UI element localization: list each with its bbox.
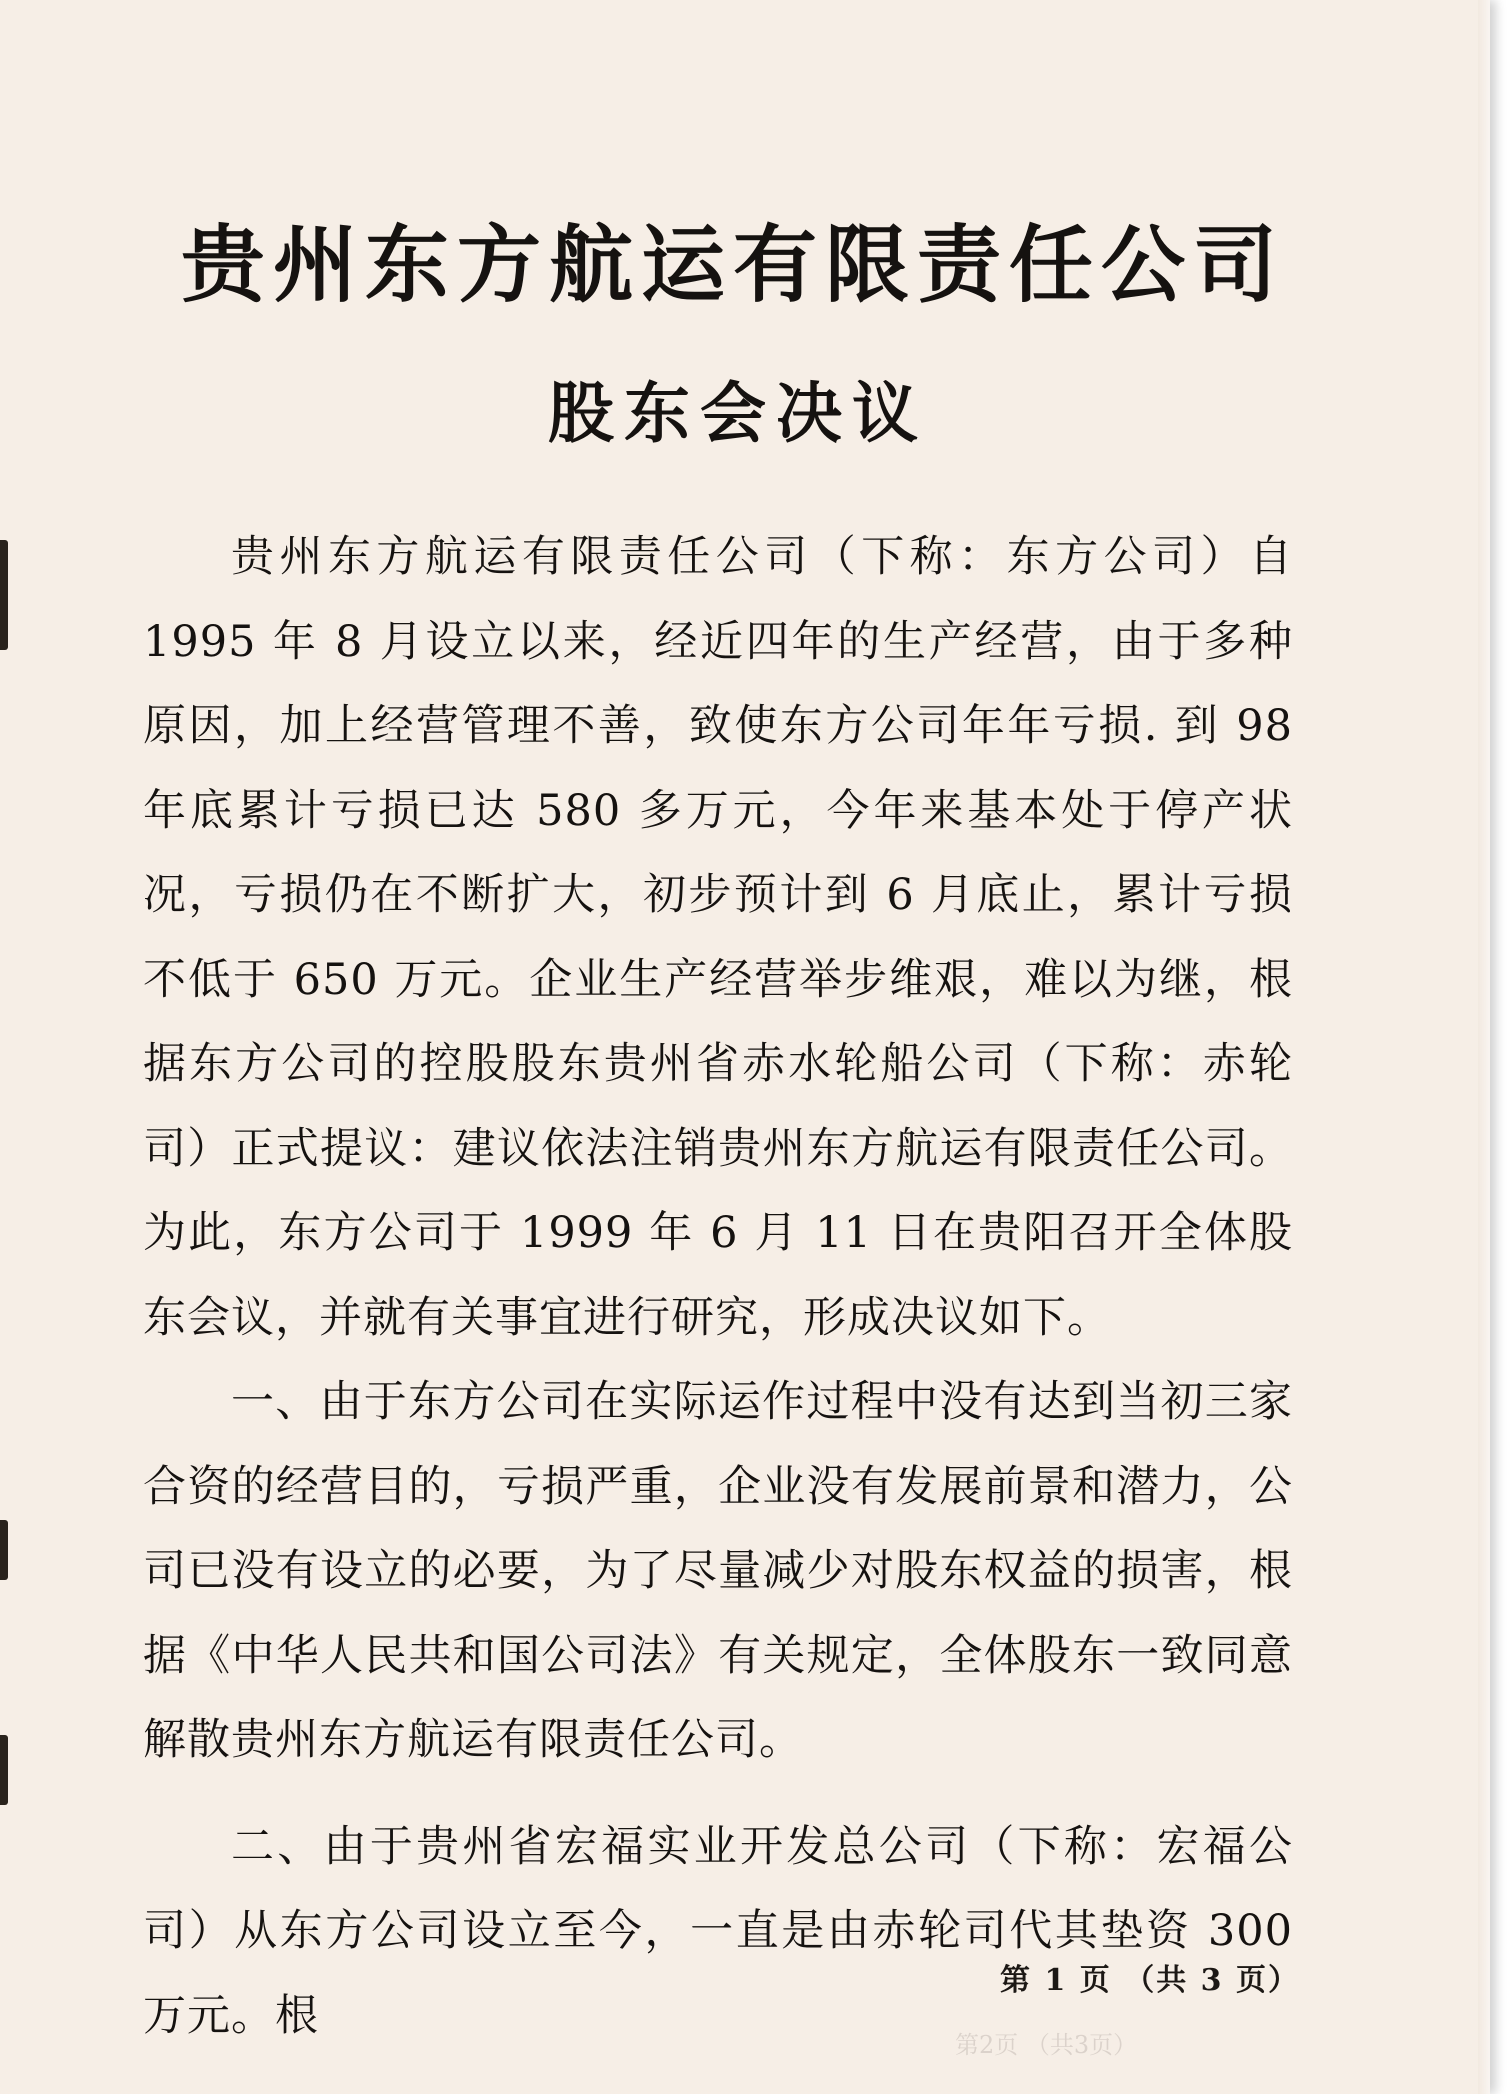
- bleed-through-page-number: 第2页 （共3页）: [955, 2031, 1138, 2059]
- document-title: 贵州东方航运有限责任公司: [180, 215, 1285, 314]
- paragraph-resolution-1: 一、由于东方公司在实际运作过程中没有达到当初三家合资的经营目的，亏损严重，企业没有发展前景和潜力，公司已没有设立的必要，为了尽量减少对股东权益的损害，根据《中华人民共和国公司法》有关规定，全体股东一致同意解散贵州东方航运有限责任公司。: [143, 1377, 1293, 1765]
- binding-mark: [0, 1520, 8, 1580]
- page-number: 第 1 页 （共 3 页）: [1000, 1963, 1300, 1998]
- binding-mark: [0, 540, 8, 650]
- paragraph-resolution-2: 二、由于贵州省宏福实业开发总公司（下称：宏福公司）从东方公司设立至今，一直是由赤轮司代其垫资 300 万元。根: [143, 1821, 1293, 2041]
- paragraph-intro: 贵州东方航运有限责任公司（下称：东方公司）自 1995 年 8 月设立以来，经近四年的生产经营，由于多种原因，加上经营管理不善，致使东方公司年年亏损. 到 98 年底累计亏损已达 580 多万元，今年来基本处于停产状况，亏损仍在不断扩大，初步预计到 6 月底止，累计亏损不低于 650 万元。企业生产经营举步维艰，难以为继，根据东方公司的控股股东贵州省赤水轮船公司（下称：赤轮司）正式提议：建议依法注销贵州东方航运有限责任公司。为此，东方公司于 1999 年 6 月 11 日在贵阳召开全体股东会议，并就有关事宜进行研究，形成决议如下。: [143, 532, 1293, 1343]
- binding-mark: [0, 1735, 8, 1805]
- page-edge: [1478, 0, 1490, 2094]
- document-subtitle: 股东会决议: [548, 374, 928, 452]
- document-body: [143, 515, 1293, 2058]
